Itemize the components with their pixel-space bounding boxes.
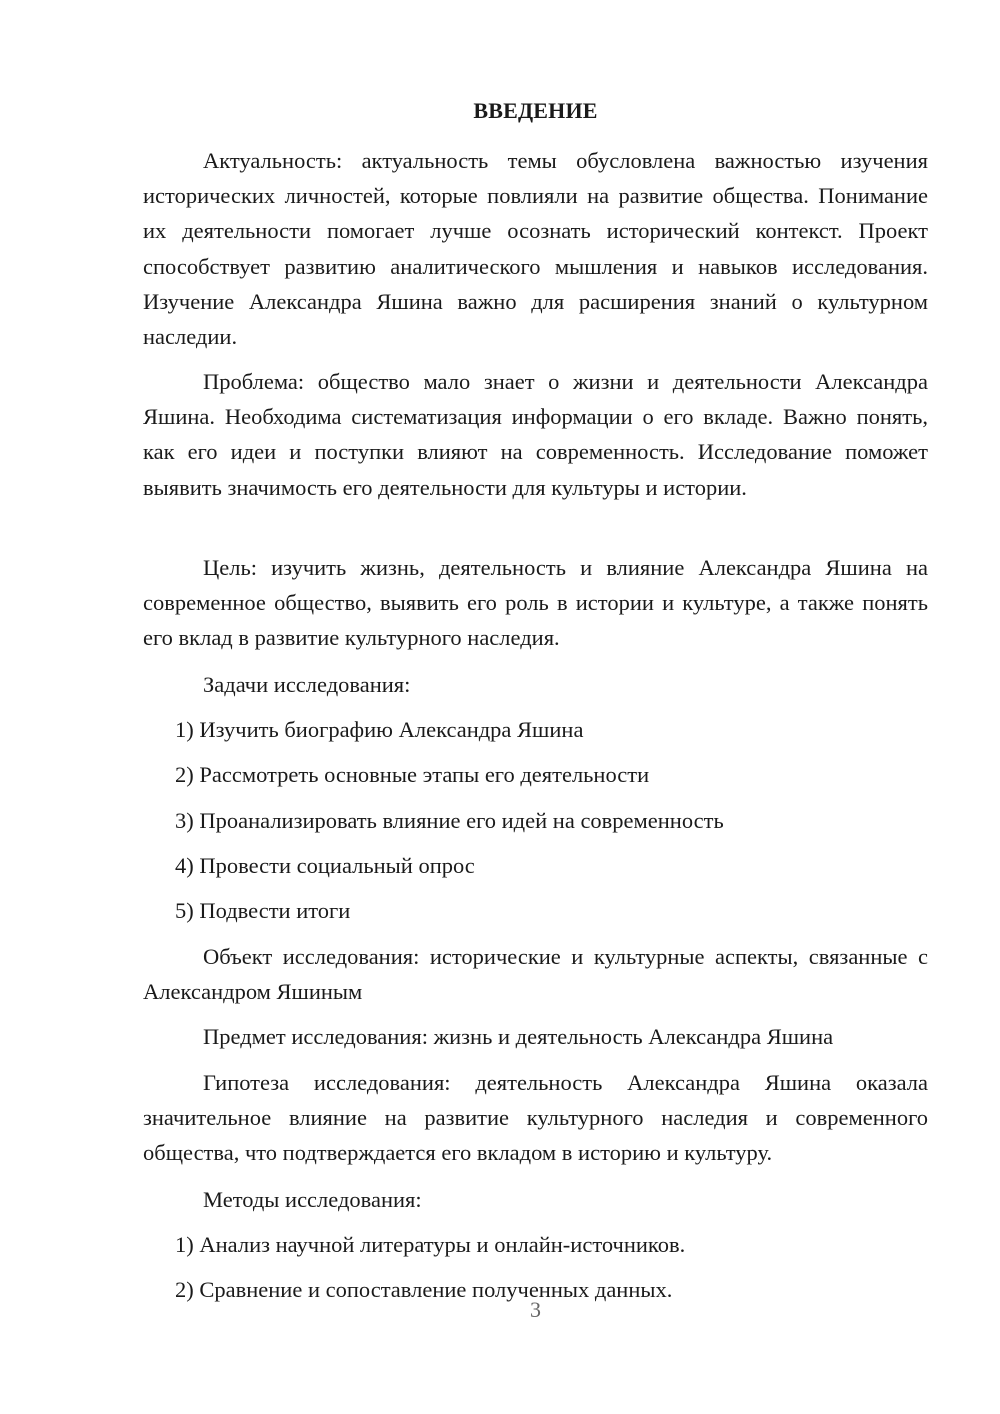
problem-paragraph: Проблема: общество мало знает о жизни и деятельности Александра Яшина. Необходима систематизация информации о его вкладе. Важно понять, как его идеи и поступки влияют на современность. Исследование поможет выявить значимость его деятельности для культуры и истории.	[143, 369, 928, 500]
section-title: ВВЕДЕНИЕ	[473, 98, 598, 123]
methods-heading: Методы исследования:	[203, 1187, 422, 1212]
task-item: 5) Подвести итоги	[175, 898, 351, 923]
task-item: 4) Провести социальный опрос	[175, 853, 475, 878]
task-item: 3) Проанализировать влияние его идей на современность	[175, 808, 724, 833]
document-page	[143, 0, 928, 1414]
object-paragraph: Объект исследования: исторические и культурные аспекты, связанные с Александром Яшиным	[143, 944, 928, 1005]
page-number: 3	[530, 1297, 541, 1322]
goal-paragraph: Цель: изучить жизнь, деятельность и влияние Александра Яшина на современное общество, выявить его роль в истории и культуре, а также понять его вклад в развитие культурного наследия.	[143, 555, 928, 651]
hypothesis-paragraph: Гипотеза исследования: деятельность Александра Яшина оказала значительное влияние на развитие культурного наследия и современного общества, что подтверждается его вкладом в историю и культуру.	[143, 1070, 928, 1166]
task-item: 1) Изучить биографию Александра Яшина	[175, 717, 584, 742]
relevance-paragraph: Актуальность: актуальность темы обусловлена важностью изучения исторических личностей, которые повлияли на развитие общества. Понимание их деятельности помогает лучше осознать исторический контекст. Проект способствует развитию аналитического мышления и навыков исследования. Изучение Александра Яшина важно для расширения знаний о культурном наследии.	[143, 148, 928, 350]
method-item: 1) Анализ научной литературы и онлайн-источников.	[175, 1232, 686, 1257]
subject-paragraph: Предмет исследования: жизнь и деятельность Александра Яшина	[203, 1024, 834, 1049]
tasks-heading: Задачи исследования:	[203, 672, 411, 697]
task-item: 2) Рассмотреть основные этапы его деятельности	[175, 762, 650, 787]
method-item: 2) Сравнение и сопоставление полученных данных.	[175, 1277, 673, 1302]
